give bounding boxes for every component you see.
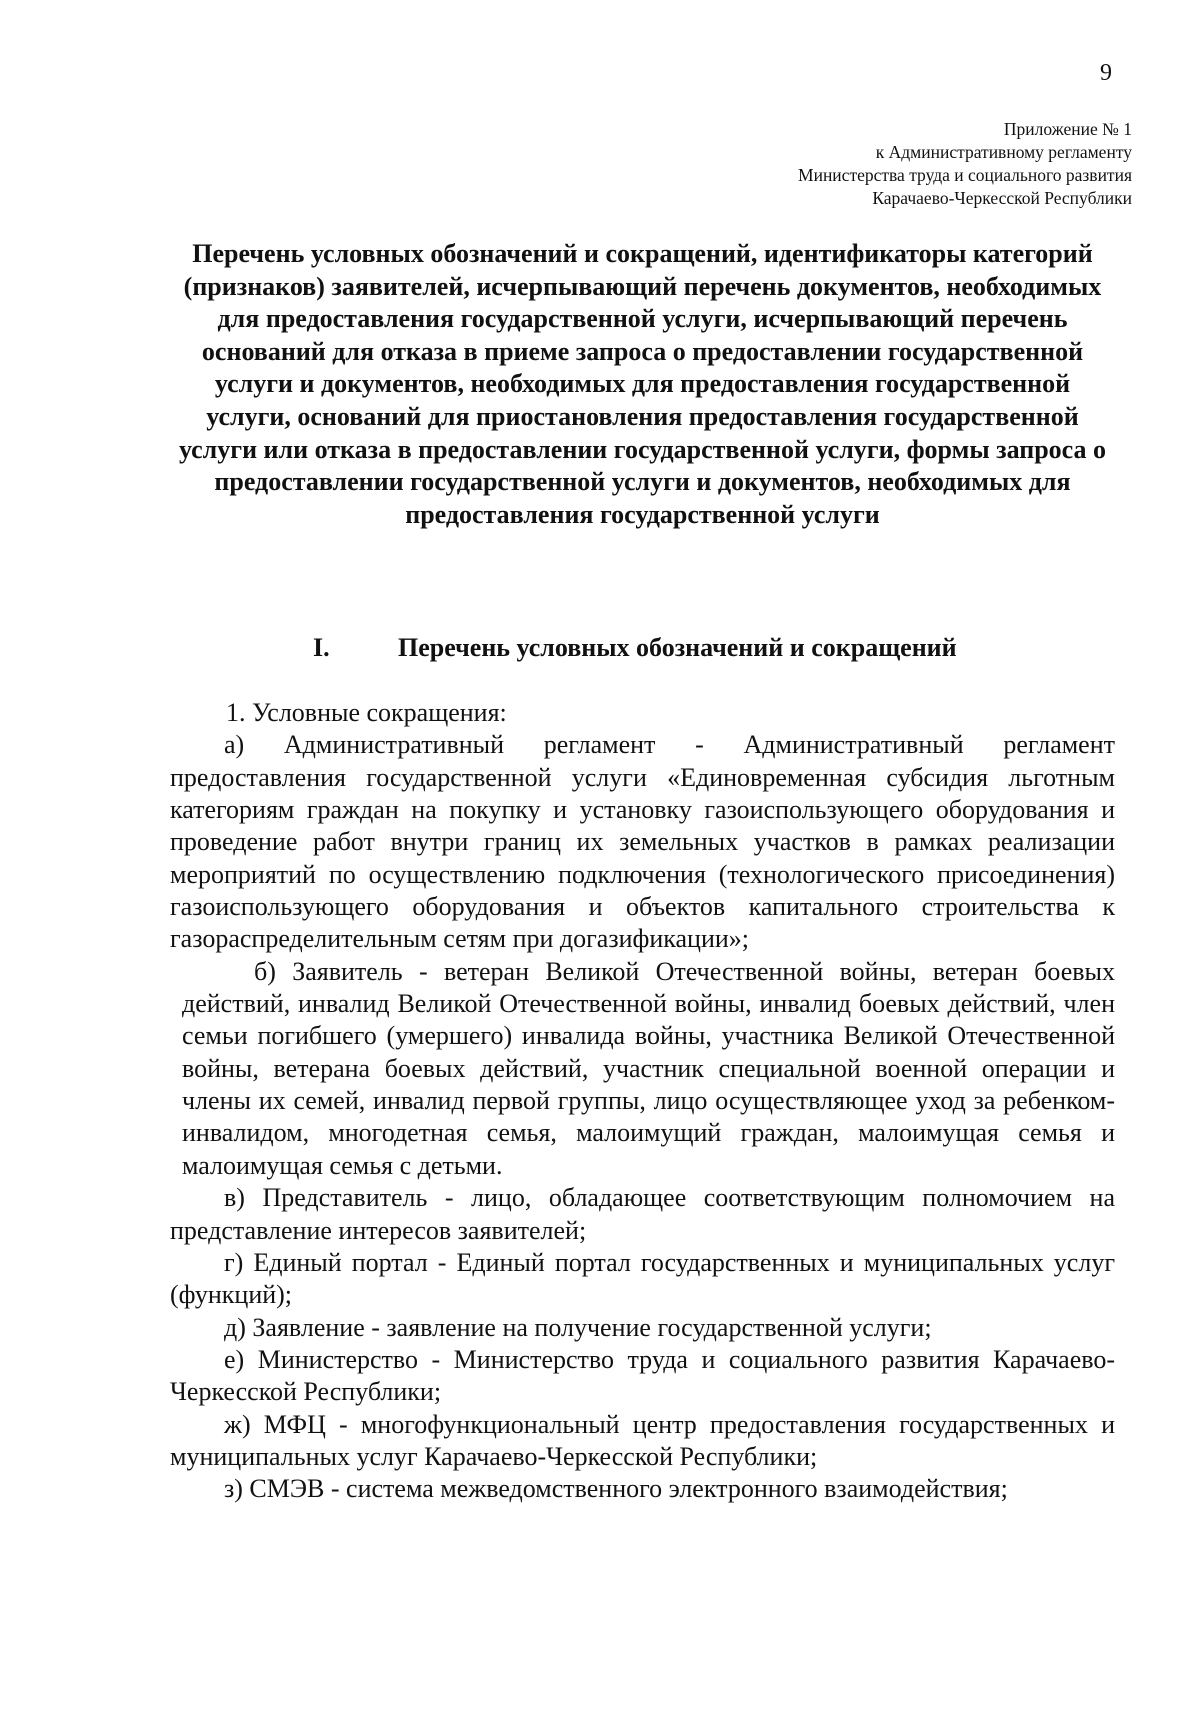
section-number: I. bbox=[313, 633, 330, 662]
paragraph-b: б) Заявитель - ветеран Великой Отечественной войны, ветеран боевых действий, инвалид Великой Отечественной войны, инвалид боевых действий, член семьи погибшего (умершего) инвалида войны, участника Великой Отечественной войны, ветерана боевых действий, участник специальной военной операции и члены их семей, инвалид первой группы, лицо осуществляющее уход за ребенком-инвалидом, многодетная семья, малоимущий граждан, малоимущая семья и малоимущая семья с детьми. bbox=[182, 956, 1115, 1180]
appendix-line-2: к Административному регламенту bbox=[875, 142, 1132, 162]
paragraph-e: е) Министерство - Министерство труда и социального развития Карачаево-Черкесской Республики; bbox=[170, 1344, 1115, 1407]
document-title: Перечень условных обозначений и сокращений, идентификаторы категорий (признаков) заявителей, исчерпывающий перечень документов, необходимых для предоставления государственной услуги, исчерпывающий перечень оснований для отказа в приеме запроса о предоставлении государственной услуги и документов, необходимых для предоставления государственной услуги, оснований для приостановления предоставления государственной услуги или отказа в предоставлении государственной услуги, формы запроса о предоставлении государственной услуги и документов, необходимых для предоставления государственной услуги bbox=[178, 239, 1107, 529]
paragraph-g: г) Единый портал - Единый портал государственных и муниципальных услуг (функций); bbox=[170, 1247, 1115, 1310]
page-number: 9 bbox=[1100, 60, 1112, 86]
paragraph-a: а) Административный регламент - Административный регламент предоставления государственной услуги «Единовременная субсидия льготным категориям граждан на покупку и установку газоиспользующего оборудования и проведение работ внутри границ их земельных участков в рамках реализации мероприятий по осуществлению подключения (технологического присоединения) газоиспользующего оборудования и объектов капитального строительства к газораспределительным сетям при догазификации»; bbox=[170, 730, 1115, 954]
paragraph-v: в) Представитель - лицо, обладающее соответствующим полномочием на представление интересов заявителей; bbox=[170, 1183, 1115, 1245]
paragraph-zh: ж) МФЦ - многофункциональный центр предоставления государственных и муниципальных услуг Карачаево-Черкесской Республики; bbox=[170, 1409, 1115, 1471]
appendix-line-1: Приложение № 1 bbox=[1003, 119, 1132, 139]
appendix-note bbox=[798, 118, 1132, 210]
appendix-line-4: Карачаево-Черкесской Республики bbox=[872, 188, 1132, 208]
section-title: Перечень условных обозначений и сокращений bbox=[398, 633, 957, 662]
appendix-line-3: Министерства труда и социального развития bbox=[798, 165, 1132, 185]
paragraph-1: 1. Условные сокращения: bbox=[226, 698, 507, 727]
document-body bbox=[170, 697, 1115, 1506]
paragraph-z: з) СМЭВ - система межведомственного электронного взаимодействия; bbox=[224, 1474, 1008, 1504]
paragraph-d: д) Заявление - заявление на получение государственной услуги; bbox=[224, 1312, 932, 1342]
